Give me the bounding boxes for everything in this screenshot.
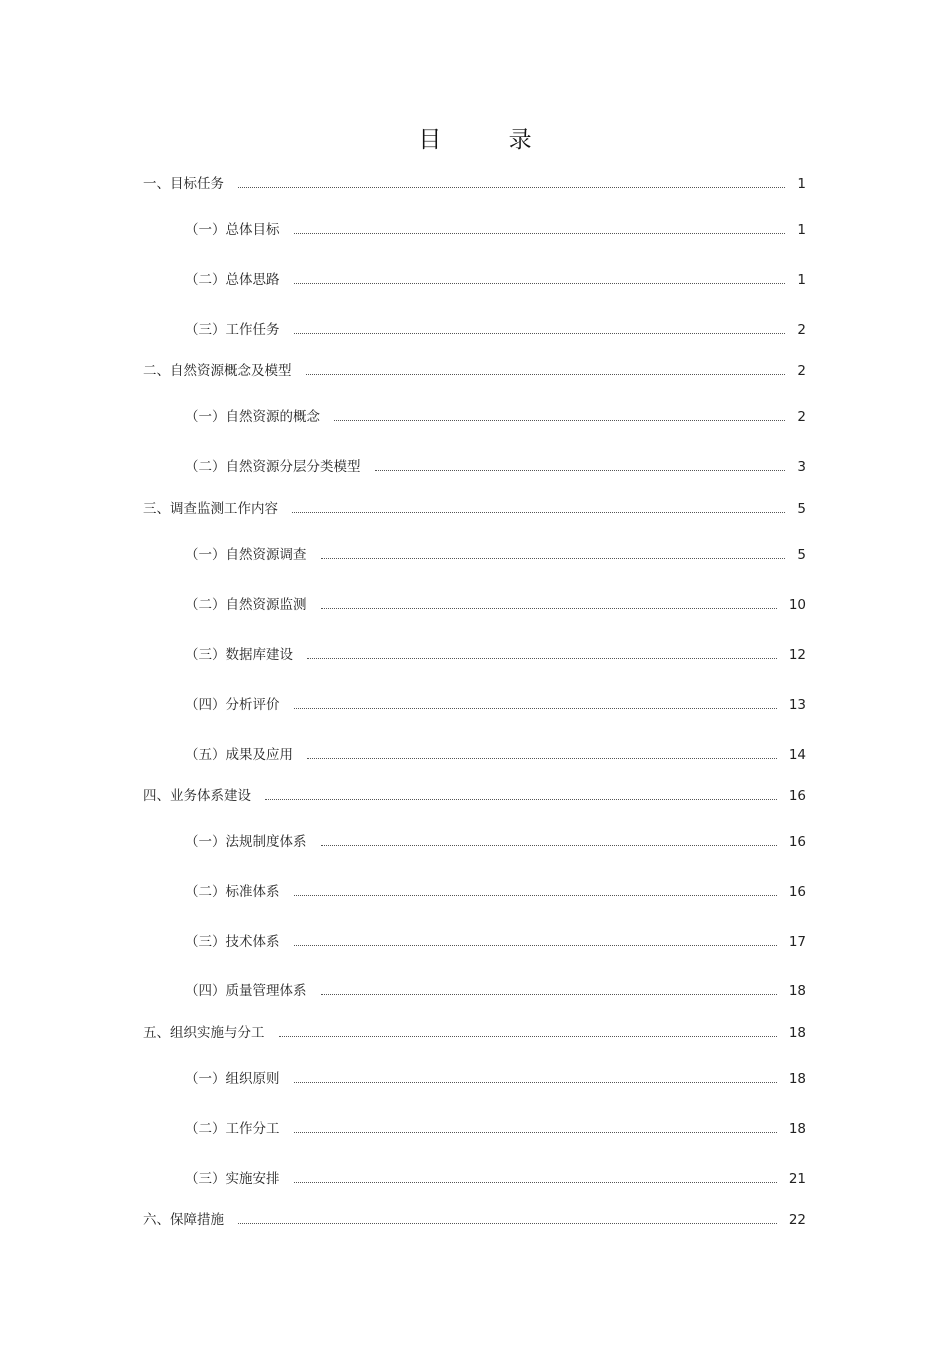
toc-entry-label: （四）质量管理体系	[185, 983, 307, 999]
toc-entry-label: （三）实施安排	[185, 1171, 280, 1187]
toc-entry[interactable]	[0, 269, 950, 291]
toc-leader-dots	[294, 945, 777, 946]
toc-entry-label: （一）法规制度体系	[185, 834, 307, 850]
toc-entry-label: 二、自然资源概念及模型	[143, 363, 292, 379]
toc-leader-dots	[321, 608, 777, 609]
toc-leader-dots	[306, 374, 786, 375]
toc-entry-label: （一）组织原则	[185, 1071, 280, 1087]
toc-page-number: 10	[788, 597, 806, 613]
toc-page-number: 3	[797, 459, 806, 475]
toc-leader-dots	[294, 708, 777, 709]
toc-entry[interactable]	[0, 644, 950, 666]
toc-leader-dots	[321, 994, 777, 995]
toc-leader-dots	[238, 1223, 777, 1224]
toc-entry-label: （一）自然资源的概念	[185, 409, 320, 425]
toc-entry-label: （二）工作分工	[185, 1121, 280, 1137]
toc-page-number: 12	[788, 647, 806, 663]
toc-entry-label: 六、保障措施	[143, 1212, 224, 1228]
toc-entry[interactable]	[0, 744, 950, 766]
toc-page-number: 16	[788, 788, 806, 804]
toc-entry[interactable]	[0, 694, 950, 716]
toc-entry[interactable]	[0, 456, 950, 478]
toc-entry[interactable]	[0, 1068, 950, 1090]
toc-page-number: 16	[788, 834, 806, 850]
toc-page-number: 18	[788, 1121, 806, 1137]
toc-entry[interactable]	[0, 498, 950, 520]
toc-page-number: 2	[797, 363, 806, 379]
toc-entry-label: （二）标准体系	[185, 884, 280, 900]
toc-leader-dots	[294, 895, 777, 896]
toc-entry-label: （一）自然资源调查	[185, 547, 307, 563]
toc-entry-label: 五、组织实施与分工	[143, 1025, 265, 1041]
toc-page-number: 5	[797, 501, 806, 517]
page-title: 目 录	[418, 127, 562, 153]
toc-page-number: 1	[797, 176, 806, 192]
toc-entry[interactable]	[0, 980, 950, 1002]
toc-entry[interactable]	[0, 1168, 950, 1190]
toc-entry-label: 三、调查监测工作内容	[143, 501, 278, 517]
toc-entry[interactable]	[0, 831, 950, 853]
toc-leader-dots	[307, 758, 777, 759]
toc-entry-label: （二）自然资源分层分类模型	[185, 459, 361, 475]
toc-leader-dots	[334, 420, 785, 421]
toc-page-number: 18	[788, 1071, 806, 1087]
toc-entry[interactable]	[0, 544, 950, 566]
toc-entry[interactable]	[0, 931, 950, 953]
toc-leader-dots	[307, 658, 777, 659]
toc-entry[interactable]	[0, 406, 950, 428]
toc-leader-dots	[294, 283, 786, 284]
toc-page-number: 14	[788, 747, 806, 763]
toc-leader-dots	[321, 845, 777, 846]
toc-entry[interactable]	[0, 173, 950, 195]
toc-leader-dots	[238, 187, 785, 188]
toc-entry[interactable]	[0, 594, 950, 616]
toc-page-number: 2	[797, 322, 806, 338]
toc-entry-label: （二）总体思路	[185, 272, 280, 288]
toc-entry[interactable]	[0, 1022, 950, 1044]
toc-entry-label: （一）总体目标	[185, 222, 280, 238]
toc-leader-dots	[279, 1036, 777, 1037]
toc-leader-dots	[265, 799, 777, 800]
toc-entry[interactable]	[0, 785, 950, 807]
toc-entry-label: （四）分析评价	[185, 697, 280, 713]
toc-entry[interactable]	[0, 1209, 950, 1231]
toc-leader-dots	[294, 233, 786, 234]
toc-page-number: 2	[797, 409, 806, 425]
toc-entry-label: （二）自然资源监测	[185, 597, 307, 613]
toc-entry-label: 四、业务体系建设	[143, 788, 251, 804]
toc-page-number: 1	[797, 222, 806, 238]
toc-page-number: 16	[788, 884, 806, 900]
toc-leader-dots	[294, 1132, 777, 1133]
toc-leader-dots	[294, 1182, 777, 1183]
toc-leader-dots	[294, 333, 786, 334]
toc-page-number: 1	[797, 272, 806, 288]
toc-entry[interactable]	[0, 1118, 950, 1140]
toc-leader-dots	[294, 1082, 777, 1083]
toc-page-number: 18	[788, 983, 806, 999]
toc-entry[interactable]	[0, 881, 950, 903]
toc-page-number: 22	[788, 1212, 806, 1228]
toc-entry-label: （三）数据库建设	[185, 647, 293, 663]
toc-entry-label: 一、目标任务	[143, 176, 224, 192]
toc-page-number: 21	[788, 1171, 806, 1187]
toc-leader-dots	[375, 470, 786, 471]
toc-page-number: 5	[797, 547, 806, 563]
toc-entry[interactable]	[0, 319, 950, 341]
toc-leader-dots	[321, 558, 786, 559]
toc-entry-label: （五）成果及应用	[185, 747, 293, 763]
toc-entry-label: （三）工作任务	[185, 322, 280, 338]
toc-entry-label: （三）技术体系	[185, 934, 280, 950]
toc-page-number: 18	[788, 1025, 806, 1041]
toc-entry[interactable]	[0, 360, 950, 382]
toc-entry[interactable]	[0, 219, 950, 241]
toc-page-number: 13	[788, 697, 806, 713]
toc-page-number: 17	[788, 934, 806, 950]
toc-leader-dots	[292, 512, 785, 513]
